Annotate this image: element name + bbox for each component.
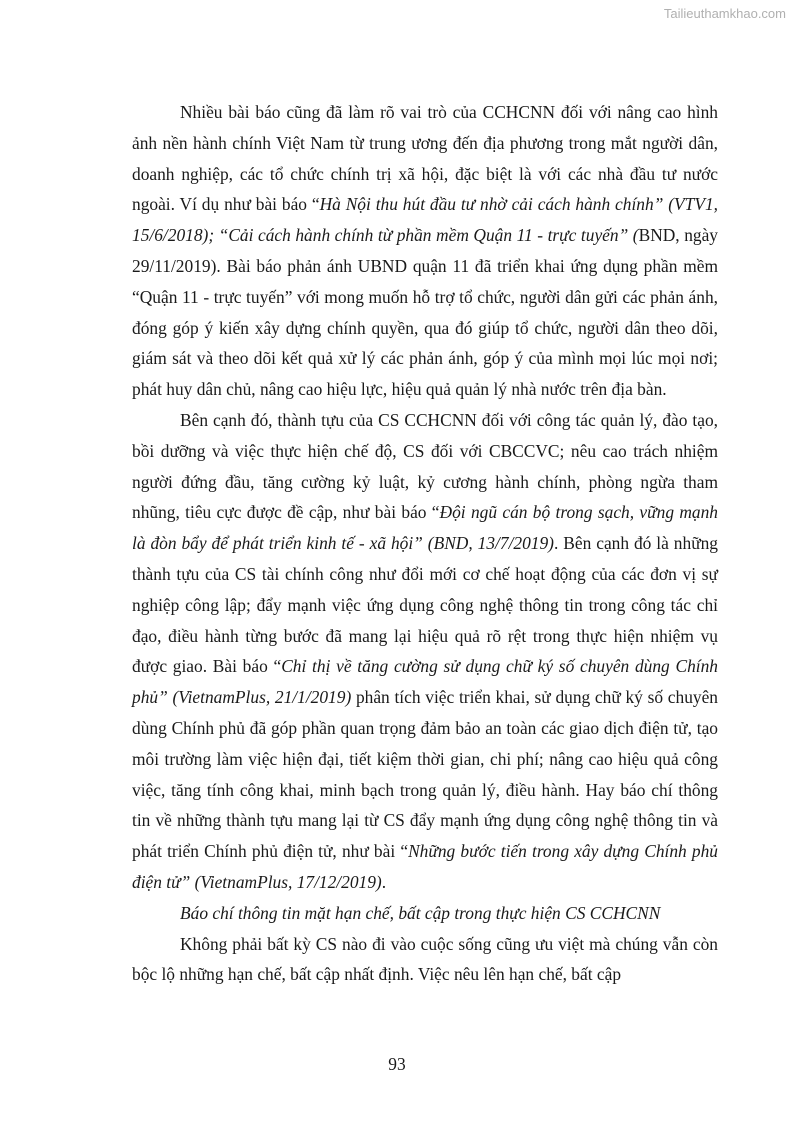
page-body bbox=[132, 97, 718, 990]
text-run: . bbox=[381, 871, 387, 892]
italic-citation: Chỉ thị về tăng cường sử dụng chữ ký số chuyên dùng Chính phủ” (VietnamPlus, 21/1/2019) bbox=[132, 656, 718, 708]
text-run: phân tích việc triển khai, sử dụng chữ ký số chuyên dùng Chính phủ đã góp phần quan trọng đảm bảo an toàn các giao dịch điện tử, tạo môi trường làm việc hiện đại, tiết kiệm thời gian, chi phí; nâng cao hiệu quả công việc, tăng tính công khai, minh bạch trong quản lý, điều hành. Hay báo chí thông tin về những thành tựu mang lại từ CS đẩy mạnh ứng dụng công nghệ thông tin và phát triển Chính phủ điện tử, như bài “ bbox=[132, 687, 718, 862]
paragraph-2 bbox=[132, 405, 718, 898]
text-run: BND, ngày 29/11/2019). Bài báo phản ánh UBND quận 11 đã triển khai ứng dụng phần mềm “Quận 11 - trực tuyến” với mong muốn hỗ trợ tổ chức, người dân gửi các phản ánh, đóng góp ý kiến xây dựng chính quyền, qua đó giúp tổ chức, người dân theo dõi, giám sát và theo dõi kết quả xử lý các phản ánh, góp ý của mình mọi lúc mọi nơi; phát huy dân chủ, nâng cao hiệu lực, hiệu quả quản lý nhà nước trên địa bàn. bbox=[132, 225, 719, 400]
text-run: Nhiều bài báo cũng đã làm rõ vai trò của CCHCNN đối với nâng cao hình ảnh nền hành chính Việt Nam từ trung ương đến địa phương trong mắt người dân, doanh nghiệp, các tổ chức chính trị xã hội, đặc biệt là với các nhà đầu tư nước ngoài. Ví dụ như bài báo “ bbox=[132, 102, 718, 215]
watermark: Tailieuthamkhao.com bbox=[663, 6, 786, 21]
paragraph-1 bbox=[132, 97, 718, 405]
paragraph-3: Không phải bất kỳ CS nào đi vào cuộc sống cũng ưu việt mà chúng vẫn còn bộc lộ những hạn chế, bất cập nhất định. Việc nêu lên hạn chế, bất cập bbox=[132, 933, 718, 985]
italic-citation: Đội ngũ cán bộ trong sạch, vững mạnh là đòn bẩy để phát triển kinh tế - xã hội” (BND, 13/7/2019) bbox=[132, 502, 718, 554]
section-heading: Báo chí thông tin mặt hạn chế, bất cập trong thực hiện CS CCHCNN bbox=[180, 902, 661, 923]
italic-citation: Hà Nội thu hút đầu tư nhờ cải cách hành chính” (VTV1, 15/6/2018); “Cải cách hành chính từ phần mềm Quận 11 - trực tuyến” ( bbox=[132, 194, 718, 246]
text-run: . Bên cạnh đó là những thành tựu của CS tài chính công như đổi mới cơ chế hoạt động của các đơn vị sự nghiệp công lập; đẩy mạnh việc ứng dụng công nghệ thông tin trong công tác chỉ đạo, điều hành từng bước đã mang lại hiệu quả rõ rệt trong thực hiện nhiệm vụ được giao. Bài báo “ bbox=[132, 533, 719, 677]
text-run: Bên cạnh đó, thành tựu của CS CCHCNN đối với công tác quản lý, đào tạo, bồi dưỡng và việc thực hiện chế độ, CS đối với CBCCVC; nêu cao trách nhiệm người đứng đầu, tăng cường kỷ luật, kỷ cương hành chính, phòng ngừa tham nhũng, tiêu cực được đề cập, như bài báo “ bbox=[132, 409, 718, 523]
italic-citation: Những bước tiến trong xây dựng Chính phủ điện tử” (VietnamPlus, 17/12/2019) bbox=[132, 841, 718, 892]
page-number: 93 bbox=[388, 1054, 406, 1074]
